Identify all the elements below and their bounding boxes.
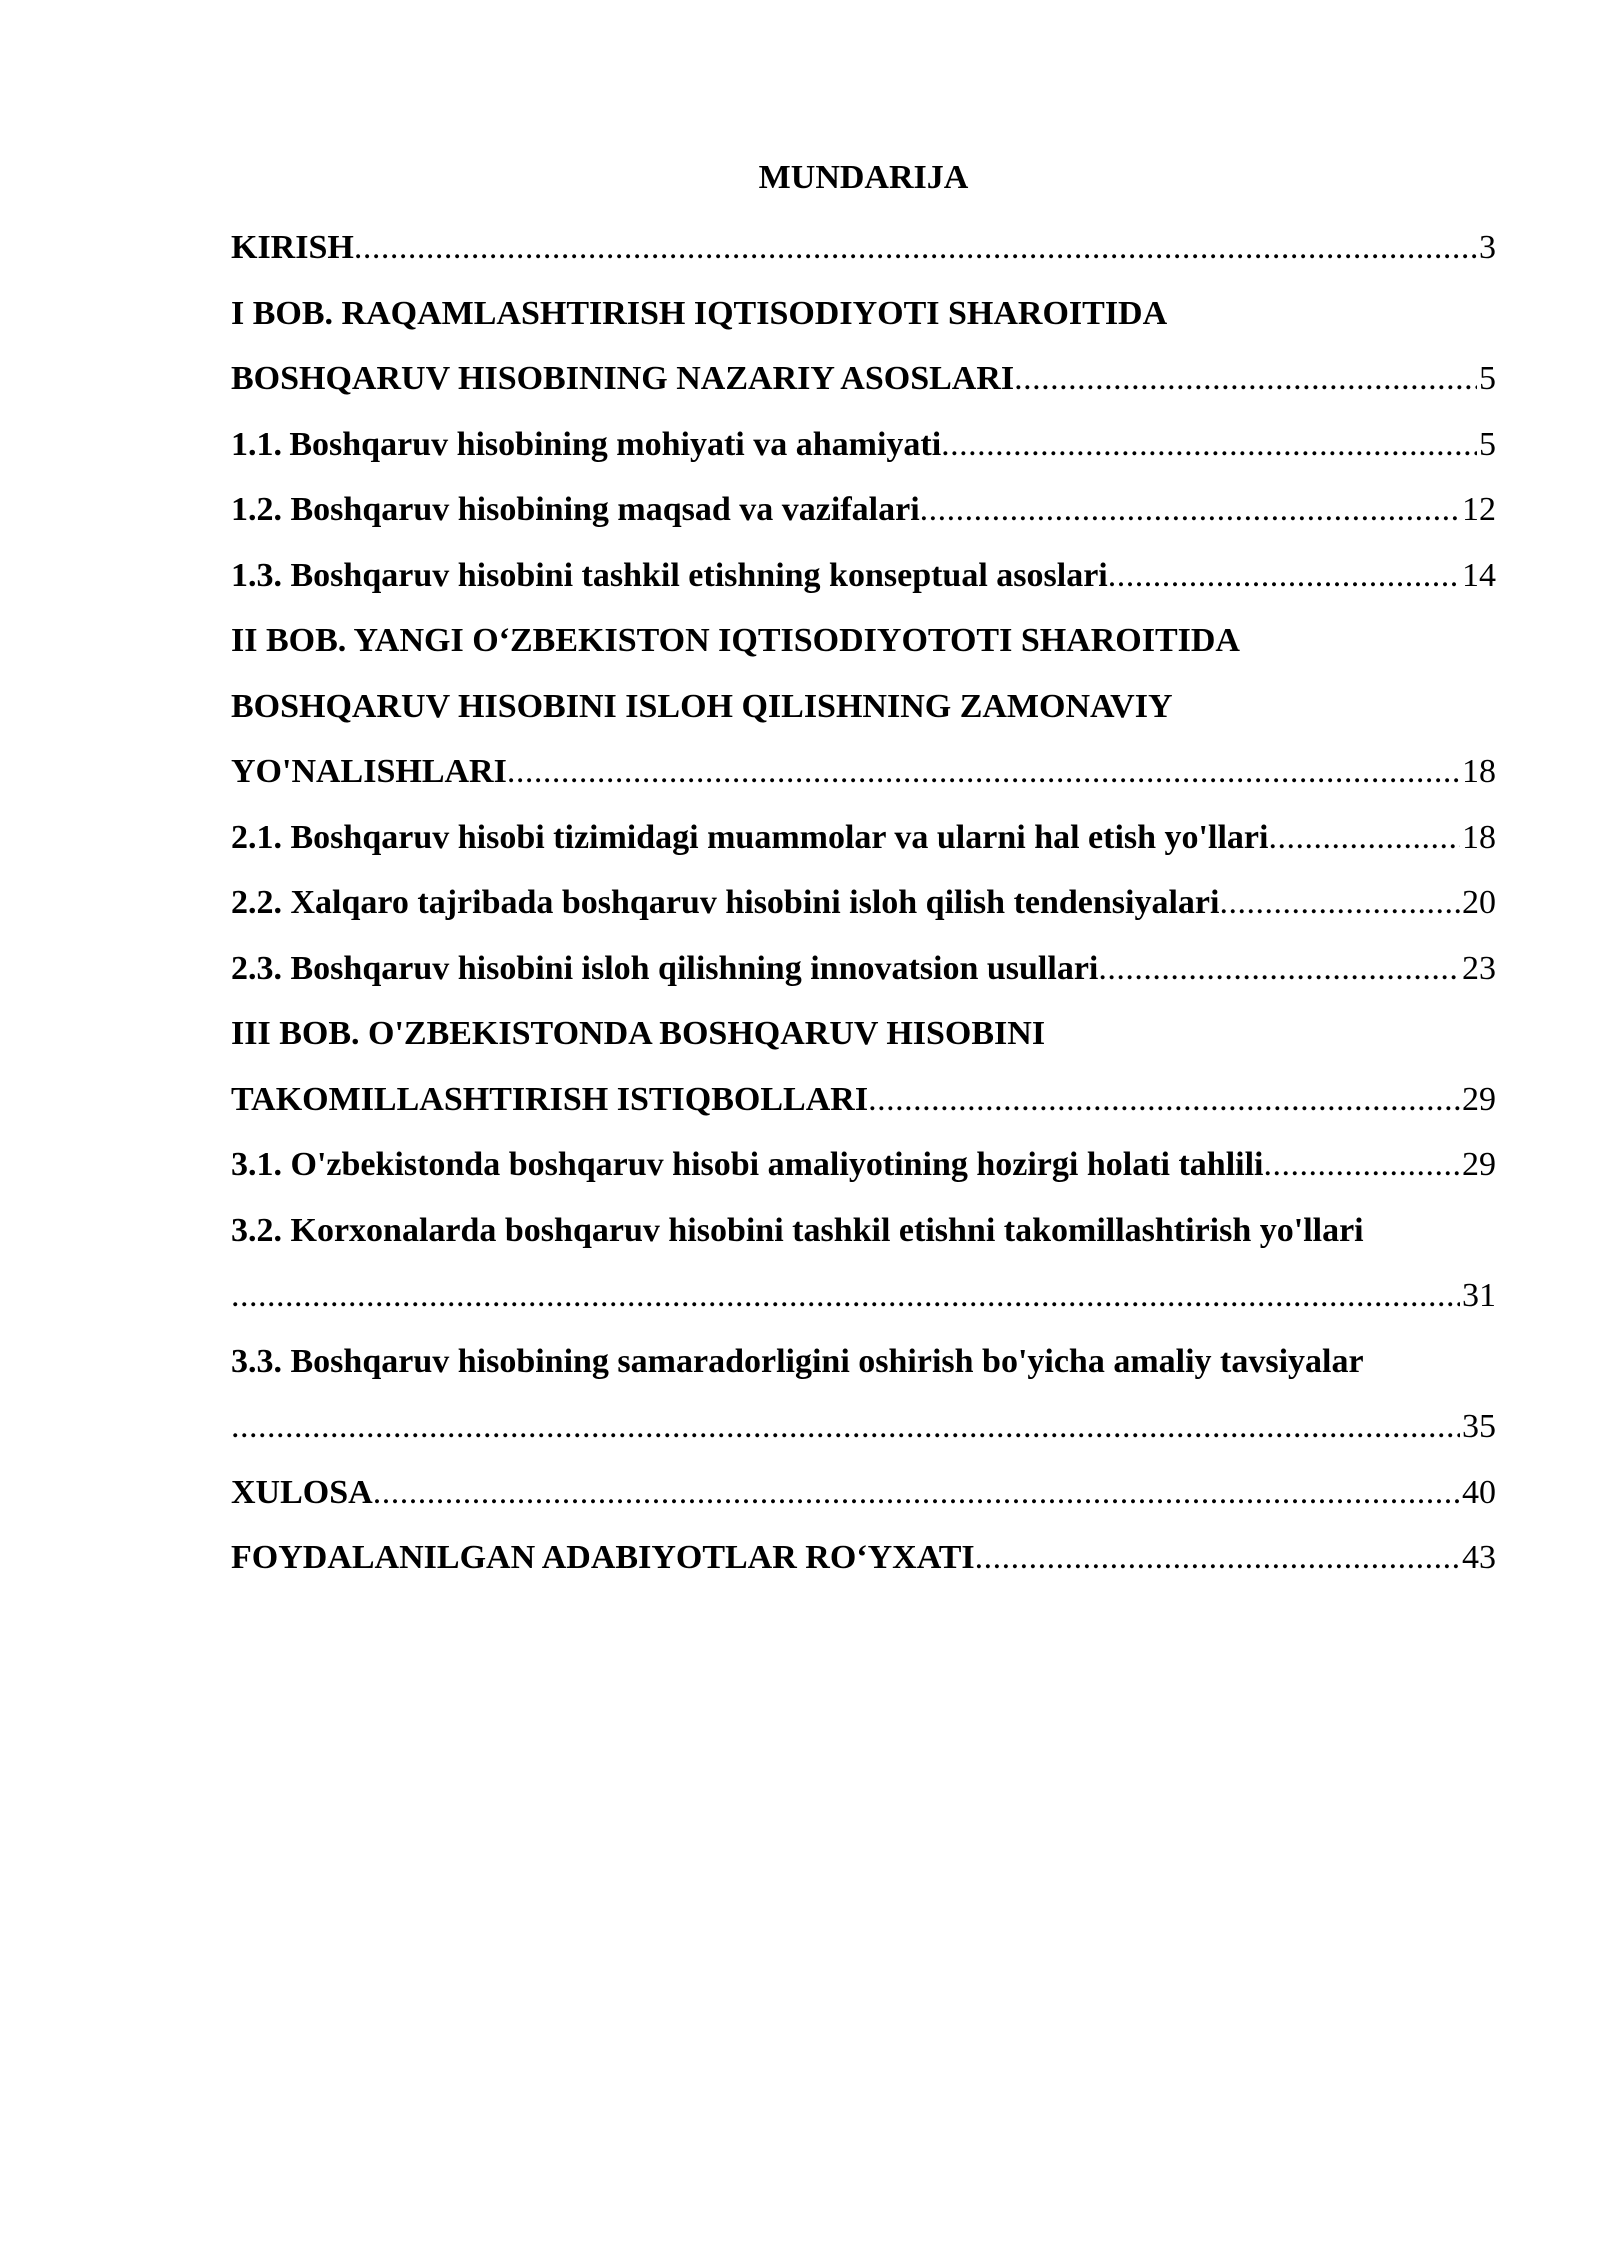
dot-leader (1098, 936, 1460, 1002)
dot-leader (373, 1460, 1460, 1526)
toc-page-number: 29 (1462, 1146, 1496, 1183)
dot-leader (868, 1067, 1460, 1133)
toc-entry-text: BOSHQARUV HISOBINING NAZARIY ASOSLARI (231, 360, 1015, 397)
toc-entry-2-3[interactable] (231, 936, 1496, 1002)
dot-leader (231, 1263, 1460, 1329)
toc-entry-2-1[interactable] (231, 805, 1496, 871)
toc-page-number: 3 (1479, 229, 1496, 266)
toc-chapter-heading-2b (231, 674, 1496, 740)
dot-leader (1219, 870, 1460, 936)
toc-entry-text: TAKOMILLASHTIRISH ISTIQBOLLARI (231, 1080, 869, 1118)
toc-entry-text: 3.3. Boshqaruv hisobining samaradorligini oshirish bo'yicha amaliy tavsiyalar (231, 1342, 1364, 1380)
toc-chapter-heading-3 (231, 1001, 1496, 1067)
toc-entry-chapter-1[interactable] (231, 346, 1496, 412)
dot-leader (1108, 543, 1460, 609)
toc-page-number: 5 (1479, 360, 1496, 397)
toc-entry-number: 1.1. (231, 425, 282, 463)
toc-page-number: 29 (1462, 1080, 1496, 1118)
toc-entry-3-2-title[interactable] (231, 1198, 1496, 1264)
dot-leader (231, 1394, 1460, 1460)
toc-page-number: 23 (1462, 949, 1496, 987)
dot-leader (1268, 805, 1460, 871)
toc-page-number: 20 (1462, 884, 1496, 921)
toc-page-number: 43 (1462, 1539, 1496, 1576)
page-title: MUNDARIJA (758, 159, 969, 196)
toc-entry-text: Boshqaruv hisobining mohiyati va ahamiyati (289, 425, 942, 463)
toc-entry-2-2[interactable] (231, 870, 1496, 936)
toc-entry-3-3-title[interactable] (231, 1329, 1496, 1395)
dot-leader (354, 215, 1477, 281)
toc-list (231, 215, 1496, 1591)
toc-page-number: 14 (1462, 556, 1496, 594)
toc-page-number: 40 (1462, 1473, 1496, 1511)
toc-entry-text: III BOB. O'ZBEKISTONDA BOSHQARUV HISOBINI (231, 1015, 1046, 1052)
toc-entry-3-2-page[interactable] (231, 1263, 1496, 1329)
toc-page-number: 18 (1462, 753, 1496, 790)
toc-entry-3-1[interactable] (231, 1132, 1496, 1198)
toc-chapter-heading-2a (231, 608, 1496, 674)
toc-entry-1-1[interactable] (231, 412, 1496, 478)
toc-entry-text: 1.2. Boshqaruv hisobining maqsad va vazifalari (231, 491, 920, 528)
toc-entry-xulosa[interactable] (231, 1460, 1496, 1526)
toc-entry-1-3[interactable] (231, 543, 1496, 609)
toc-chapter-heading-1 (231, 281, 1496, 347)
toc-entry-text: BOSHQARUV HISOBINI ISLOH QILISHNING ZAMONAVIY (231, 687, 1173, 725)
toc-entry-text: 3.1. O'zbekistonda boshqaruv hisobi amaliyotining hozirgi holati tahlili (231, 1146, 1264, 1183)
table-of-contents (231, 150, 1496, 1591)
toc-page-number: 31 (1462, 1277, 1496, 1314)
dot-leader (975, 1525, 1460, 1591)
toc-entry-text: KIRISH (231, 229, 354, 266)
toc-entry-text: 2.2. Xalqaro tajribada boshqaruv hisobini isloh qilish tendensiyalari (231, 884, 1220, 921)
toc-entry-3-3-page[interactable] (231, 1394, 1496, 1460)
toc-page-number: 5 (1479, 425, 1496, 463)
toc-entry-text: 2.3. Boshqaruv hisobini isloh qilishning innovatsion usullari (231, 949, 1099, 987)
toc-entry-text: XULOSA (231, 1473, 373, 1511)
dot-leader (507, 739, 1460, 805)
toc-entry-chapter-3[interactable] (231, 1067, 1496, 1133)
toc-entry-text: 2.1. Boshqaruv hisobi tizimidagi muammolar va ularni hal etish yo'llari (231, 818, 1269, 856)
toc-entry-text: YO'NALISHLARI (231, 753, 507, 790)
toc-page-number: 35 (1462, 1408, 1496, 1445)
dot-leader (1263, 1132, 1460, 1198)
toc-entry-text: 3.2. Korxonalarda boshqaruv hisobini tashkil etishni takomillashtirish yo'llari (231, 1211, 1364, 1249)
toc-page-number: 18 (1462, 818, 1496, 856)
toc-entry-chapter-2[interactable] (231, 739, 1496, 805)
toc-entry-1-2[interactable] (231, 477, 1496, 543)
toc-entry-text: 1.3. Boshqaruv hisobini tashkil etishning konseptual asoslari (231, 556, 1108, 594)
toc-entry-text: FOYDALANILGAN ADABIYOTLAR RO‘YXATI (231, 1539, 975, 1576)
dot-leader (941, 412, 1477, 478)
toc-page-number: 12 (1462, 491, 1496, 528)
dot-leader (1014, 346, 1477, 412)
toc-entry-text: II BOB. YANGI O‘ZBEKISTON IQTISODIYOTOTI SHAROITIDA (231, 622, 1240, 659)
toc-entry-kirish[interactable] (231, 215, 1496, 281)
toc-entry-text: I BOB. RAQAMLASHTIRISH IQTISODIYOTI SHAROITIDA (231, 294, 1168, 332)
toc-entry-references[interactable] (231, 1525, 1496, 1591)
dot-leader (920, 477, 1460, 543)
